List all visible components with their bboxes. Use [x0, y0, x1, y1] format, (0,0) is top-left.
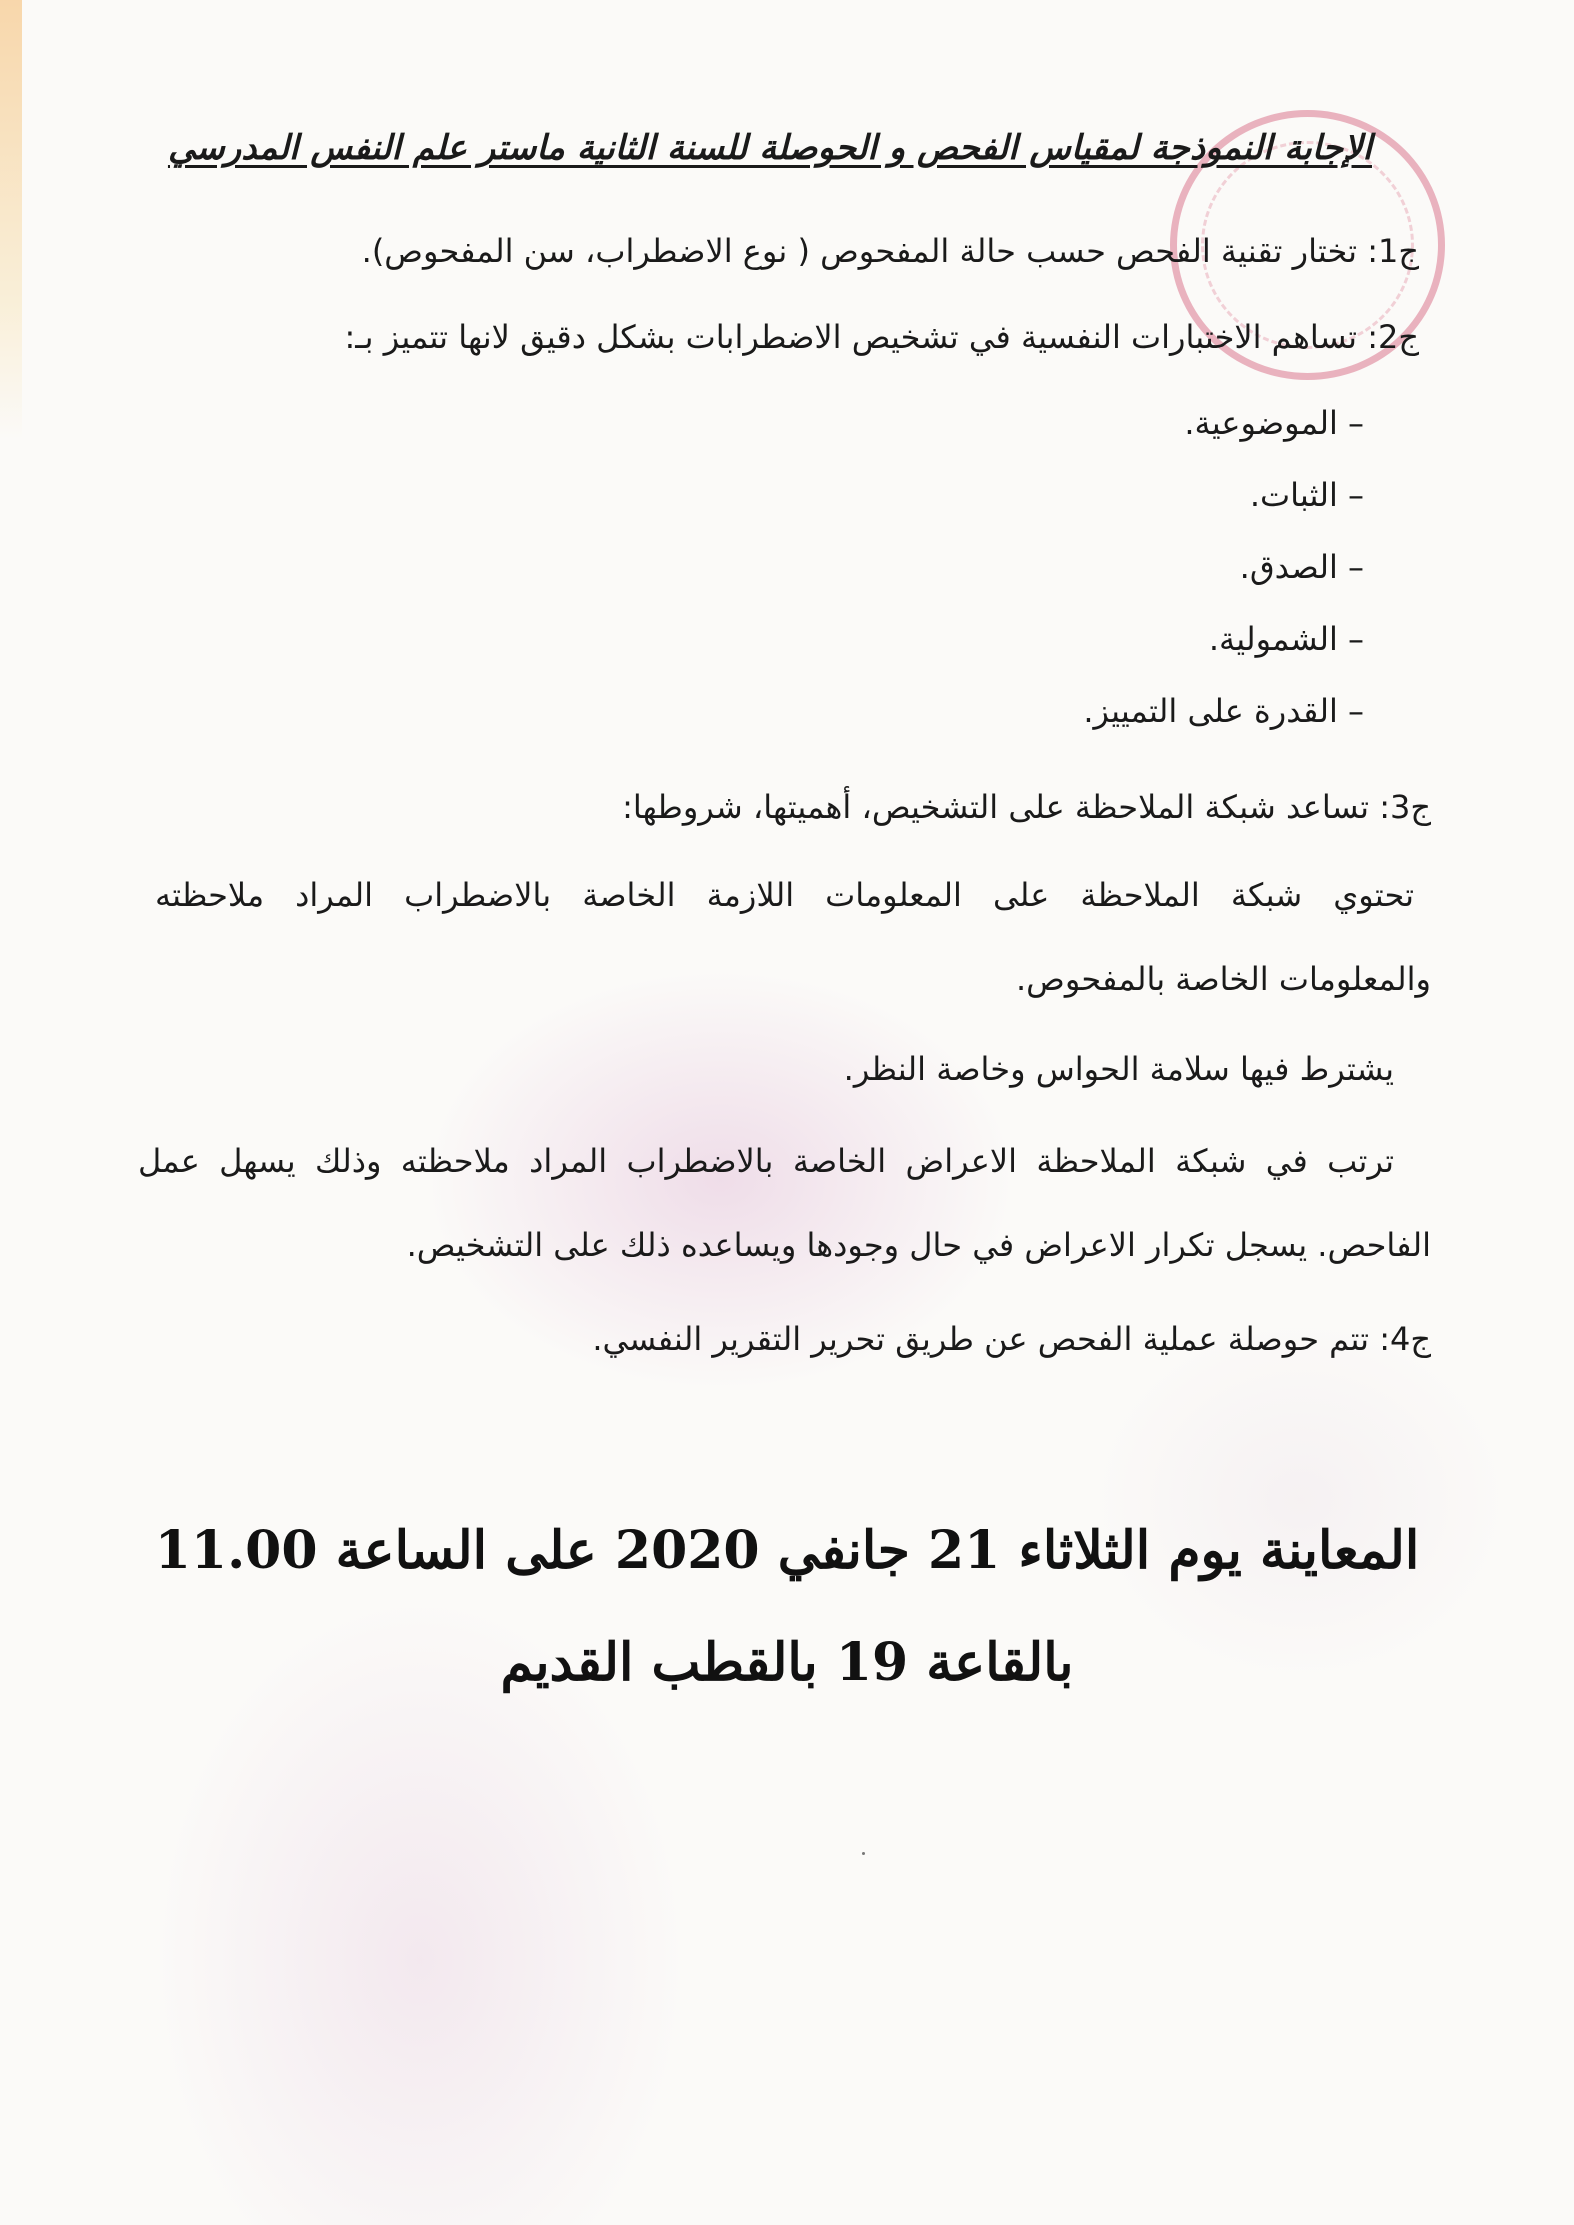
answer-2-bullet-3: – الصدق.	[1239, 548, 1364, 586]
answer-3-paragraph-3-line-1: ترتب في شبكة الملاحظة الاعراض الخاصة بالاضطراب المراد ملاحظته وذلك يسهل عمل	[138, 1142, 1394, 1180]
document-title: الإجابة النموذجة لمقياس الفحص و الحوصلة للسنة الثانية ماستر علم النفس المدرسي	[167, 128, 1372, 168]
review-notice-line-2: بالقاعة 19 بالقطب القديم	[500, 1632, 1074, 1693]
answer-3-paragraph-1-line-1: تحتوي شبكة الملاحظة على المعلومات اللازمة الخاصة بالاضطراب المراد ملاحظته	[155, 876, 1414, 914]
answer-2-bullet-2: – الثبات.	[1249, 476, 1364, 514]
answer-3-paragraph-1-line-2: والمعلومات الخاصة بالمفحوص.	[1015, 960, 1431, 998]
answer-4: ج4: تتم حوصلة عملية الفحص عن طريق تحرير التقرير النفسي.	[592, 1320, 1431, 1358]
paper-edge-shadow	[0, 0, 22, 440]
review-notice-line-1: المعاينة يوم الثلاثاء 21 جانفي 2020 على الساعة 11.00	[154, 1520, 1420, 1581]
speck-mark	[862, 1852, 865, 1855]
answer-2-bullet-1: – الموضوعية.	[1184, 404, 1364, 442]
answer-2-bullet-4: – الشمولية.	[1208, 620, 1364, 658]
answer-2: ج2: تساهم الاختبارات النفسية في تشخيص الاضطرابات بشكل دقيق لانها تتميز بـ:	[344, 318, 1419, 356]
answer-2-bullet-5: – القدرة على التمييز.	[1083, 692, 1364, 730]
answer-3: ج3: تساعد شبكة الملاحظة على التشخيص، أهميتها، شروطها:	[622, 788, 1431, 826]
answer-3-paragraph-2: يشترط فيها سلامة الحواس وخاصة النظر.	[843, 1050, 1394, 1088]
answer-1: ج1: تختار تقنية الفحص حسب حالة المفحوص ( نوع الاضطراب، سن المفحوص).	[361, 232, 1419, 270]
answer-3-paragraph-3-line-2: الفاحص. يسجل تكرار الاعراض في حال وجودها ويساعده ذلك على التشخيص.	[406, 1226, 1431, 1264]
